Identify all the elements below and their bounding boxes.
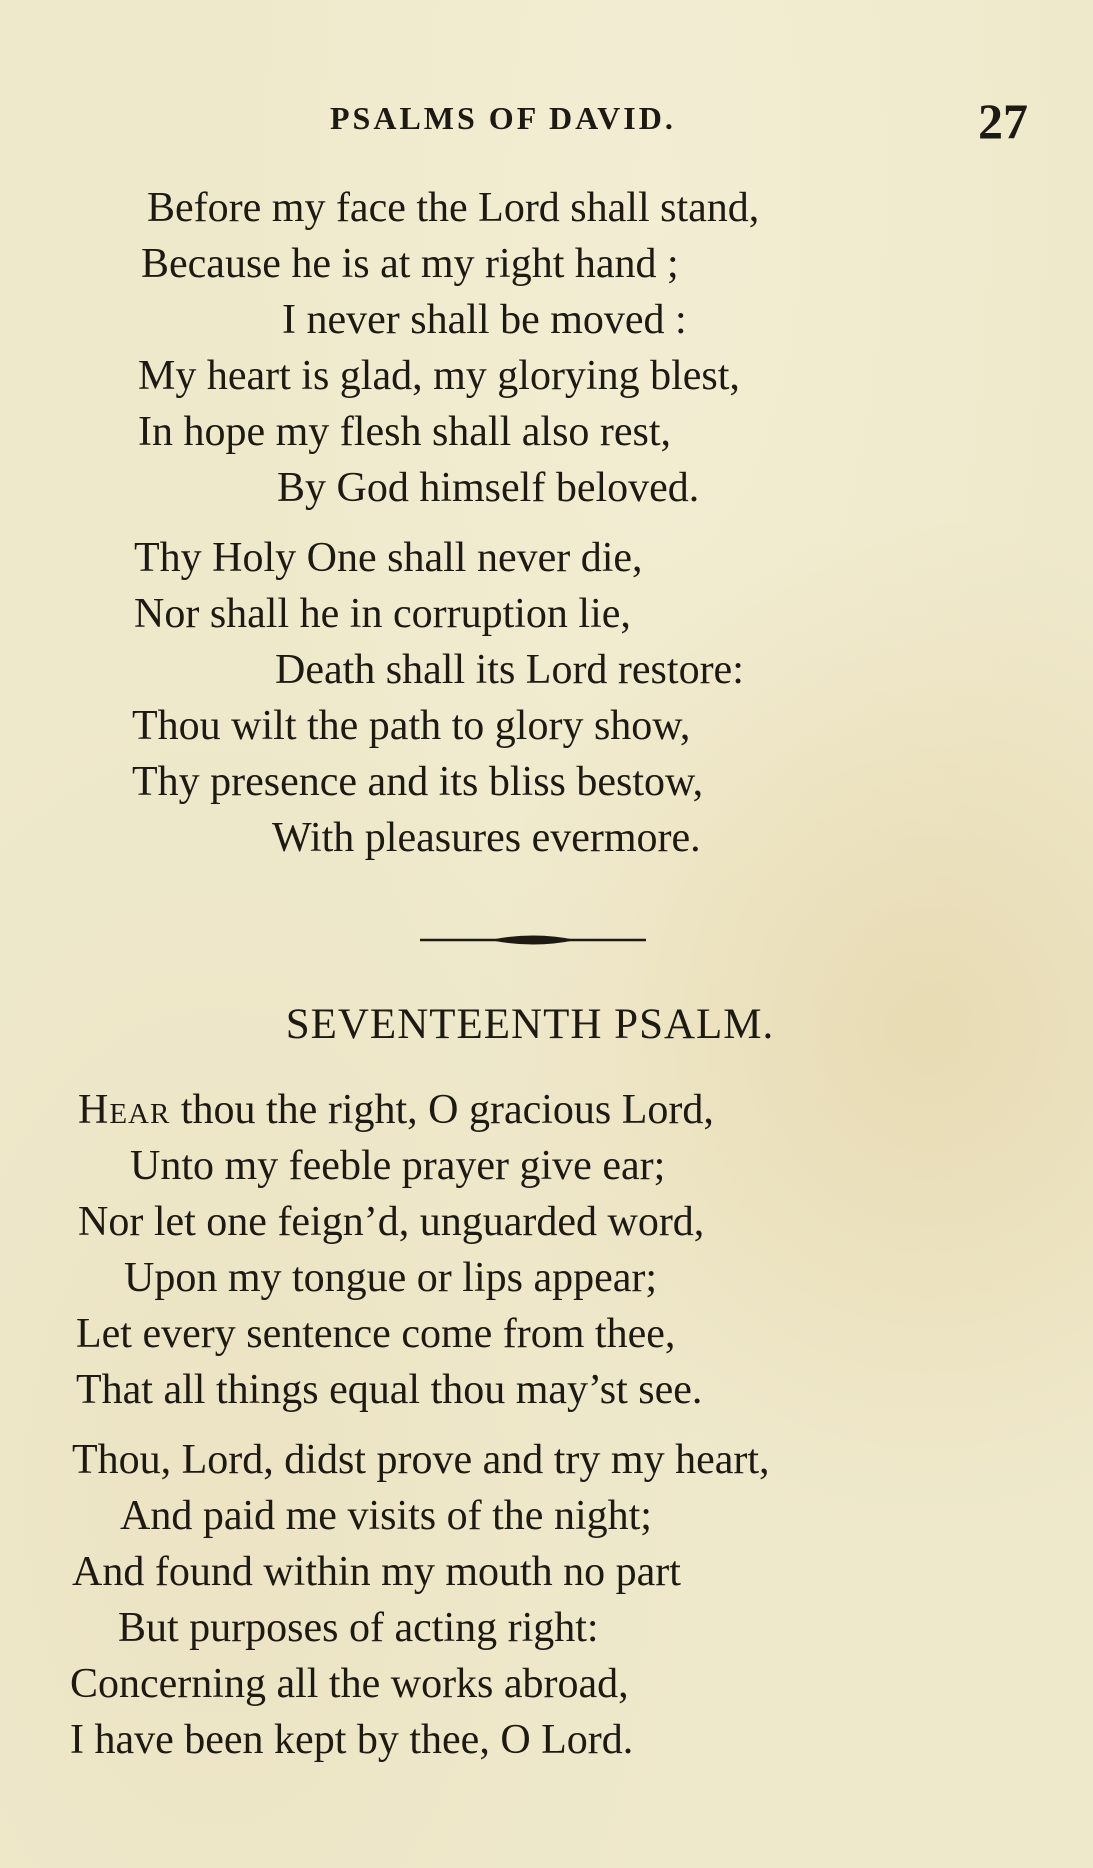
- verse-line: Nor shall he in corruption lie,: [134, 591, 631, 637]
- verse-line: And found within my mouth no part: [72, 1549, 681, 1595]
- verse-line: But purposes of acting right:: [118, 1605, 599, 1651]
- verse-line: That all things equal thou may’st see.: [76, 1367, 703, 1413]
- verse-line: In hope my flesh shall also rest,: [138, 409, 672, 455]
- ornament-divider: [420, 930, 646, 950]
- verse-line: Thy Holy One shall never die,: [134, 535, 643, 581]
- verse-line: I have been kept by thee, O Lord.: [70, 1717, 634, 1763]
- verse-line: Thy presence and its bliss bestow,: [132, 759, 704, 805]
- page-number: 27: [978, 93, 1028, 149]
- verse-line: Thou, Lord, didst prove and try my heart,: [72, 1437, 770, 1483]
- verse-line: I never shall be moved :: [282, 297, 687, 343]
- verse-line: And paid me visits of the night;: [120, 1493, 652, 1539]
- verse-line: Concerning all the works abroad,: [70, 1661, 629, 1707]
- verse-line: Unto my feeble prayer give ear;: [130, 1143, 666, 1189]
- psalm-heading: SEVENTEENTH PSALM.: [285, 1001, 775, 1048]
- verse-line: My heart is glad, my glorying blest,: [138, 353, 740, 399]
- drop-word: Hear: [78, 1087, 171, 1133]
- verse-line: Death shall its Lord restore:: [275, 647, 744, 693]
- verse-line: Upon my tongue or lips appear;: [124, 1255, 658, 1301]
- verse-line: Because he is at my right hand ;: [141, 241, 679, 287]
- running-head: [0, 92, 1093, 152]
- verse-line: By God himself beloved.: [277, 465, 700, 511]
- verse-line-rest: thou the right, O gracious Lord,: [170, 1087, 714, 1133]
- verse-line: Thou wilt the path to glory show,: [132, 703, 691, 749]
- verse-line: Let every sentence come from thee,: [76, 1311, 676, 1357]
- running-title: PSALMS OF DAVID.: [330, 100, 676, 136]
- verse-line: With pleasures evermore.: [272, 815, 701, 861]
- verse-line: Before my face the Lord shall stand,: [147, 185, 760, 231]
- verse-line: Nor let one feign’d, unguarded word,: [78, 1199, 705, 1245]
- verse-line-first: [78, 1082, 714, 1138]
